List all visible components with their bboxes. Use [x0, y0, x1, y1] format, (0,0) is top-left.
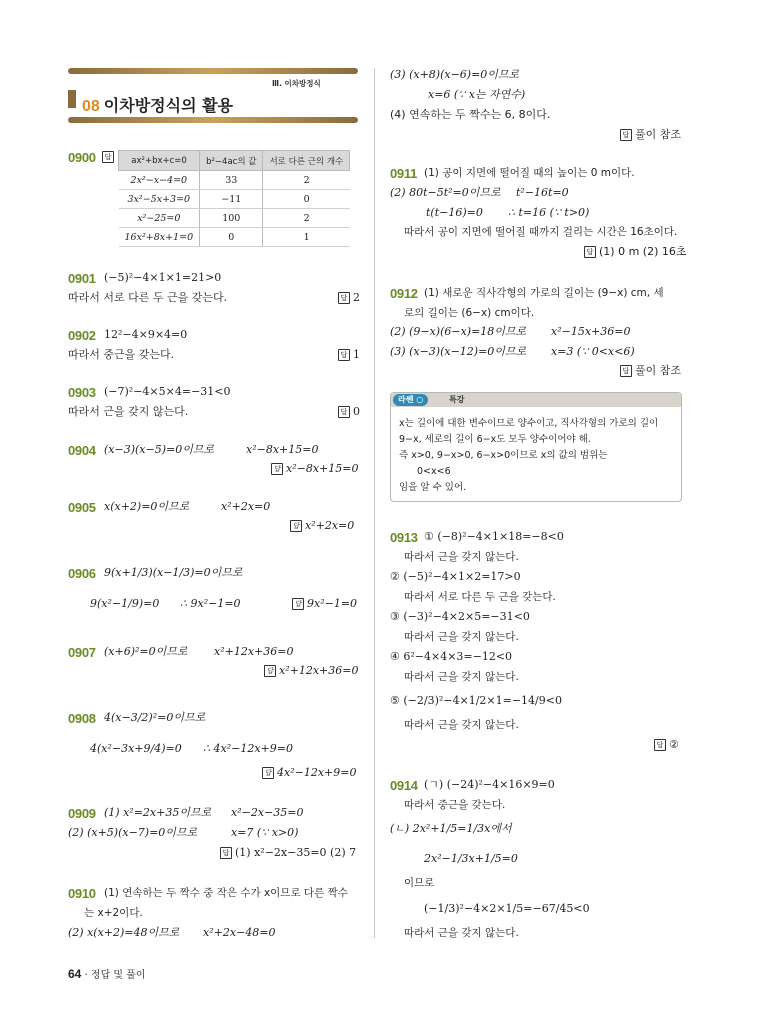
solution-line: t²−16t=0: [516, 186, 569, 199]
table-row: 3x²−5x+3=0 −11 0: [119, 190, 350, 209]
solution-line: 로의 길이는 (6−x) cm이다.: [404, 307, 535, 319]
solution-line: (1) 새로운 직사각형의 가로의 길이는 (9−x) cm, 세: [424, 287, 664, 299]
solution-line: 따라서 근을 갖지 않는다.: [404, 551, 519, 563]
problem-number: 0913: [390, 530, 418, 545]
solution-line: (2) x(x+2)=48이므로: [68, 926, 180, 939]
solution-line: 따라서 공이 지면에 떨어질 때까지 걸리는 시간은 16초이다.: [404, 226, 678, 238]
solution-line: 따라서 중근을 갖는다.: [68, 348, 175, 361]
answer: 답 1: [338, 348, 360, 362]
solution-line: x²+2x−48=0: [203, 926, 276, 939]
solution-line: 12²−4×9×4=0: [104, 328, 188, 341]
lesson-title-text: 이차방정식의 활용: [103, 96, 234, 115]
solution-line: ② (−5)²−4×1×2=17>0: [390, 570, 521, 583]
solution-line: (3) (x+8)(x−6)=0이므로: [390, 68, 520, 81]
special-line: 0<x<6: [417, 466, 451, 477]
solution-line: (−7)²−4×5×4=−31<0: [104, 385, 231, 398]
solution-line: (−5)²−4×1×1=21>0: [104, 271, 222, 284]
solution-line: 따라서 서로 다른 두 근을 갖는다.: [404, 591, 556, 603]
solution-line: (4) 연속하는 두 짝수는 6, 8이다.: [390, 108, 551, 121]
solution-line: x=7 (∵ x>0): [231, 826, 299, 839]
problem-number: 0910: [68, 886, 96, 901]
header-tab-marker: [68, 90, 76, 108]
solution-line: 따라서 근을 갖지 않는다.: [404, 927, 519, 939]
problem-number: 0900: [68, 150, 96, 165]
solution-line: (ㄱ) (−24)²−4×16×9=0: [424, 778, 555, 791]
problem-number: 0905: [68, 500, 96, 515]
solution-line: ∴ 9x²−1=0: [180, 597, 241, 610]
answer: 답 2: [338, 291, 360, 305]
problem-number: 0902: [68, 328, 96, 343]
answer: 답 x²+2x=0: [290, 519, 354, 533]
table-header: 서로 다른 근의 개수: [263, 151, 350, 171]
problem-number: 0907: [68, 645, 96, 660]
footer-label: 정답 및 풀이: [90, 970, 146, 981]
solution-line: (−1/3)²−4×2×1/5=−67/45<0: [424, 902, 590, 915]
solution-line: (ㄴ) 2x²+1/5=1/3x에서: [390, 822, 512, 835]
answer: 답 x²−8x+15=0: [271, 462, 358, 476]
problem-number: 0911: [390, 166, 418, 181]
special-lecture-box: [390, 392, 682, 502]
solution-line: (x−3)(x−5)=0이므로: [104, 443, 215, 456]
problem-number: 0903: [68, 385, 96, 400]
special-line: 임을 알 수 있어.: [399, 482, 467, 493]
answer: 답 9x²−1=0: [292, 597, 357, 611]
solution-line: 4(x−3/2)²=0이므로: [104, 711, 206, 724]
special-line: x는 길이에 대한 변수이므로 양수이고, 직사각형의 가로의 길이: [399, 418, 659, 429]
solution-line: 따라서 근을 갖지 않는다.: [404, 671, 519, 683]
table-row: x²−25=0 100 2: [119, 209, 350, 228]
lesson-number: 08: [82, 98, 100, 115]
solution-line: ∴ 4x²−12x+9=0: [203, 742, 293, 755]
solution-line: x²−2x−35=0: [231, 806, 304, 819]
problem-number: 0901: [68, 271, 96, 286]
answer: 답 x²+12x+36=0: [264, 664, 358, 678]
answer: 답 풀이 참조: [620, 128, 681, 142]
table-row: 2x²−x−4=0 33 2: [119, 171, 350, 190]
solution-line: 4(x²−3x+9/4)=0: [90, 742, 182, 755]
discriminant-table: [118, 150, 350, 247]
solution-line: t(t−16)=0: [426, 206, 483, 219]
special-badge: 라쎈 ○: [393, 394, 428, 406]
problem-number: 0914: [390, 778, 418, 793]
solution-line: ④ 6²−4×4×3=−12<0: [390, 650, 513, 663]
solution-line: 따라서 서로 다른 두 근을 갖는다.: [68, 291, 228, 304]
special-line: 즉 x>0, 9−x>0, 6−x>0이므로 x의 값의 범위는: [399, 450, 608, 461]
solution-line: ③ (−3)²−4×2×5=−31<0: [390, 610, 530, 623]
problem-number: 0908: [68, 711, 96, 726]
solution-line: (2) (x+5)(x−7)=0이므로: [68, 826, 198, 839]
solution-line: 9(x+1/3)(x−1/3)=0이므로: [104, 566, 243, 579]
special-title: 특강: [449, 395, 465, 404]
solution-line: 는 x+2이다.: [84, 907, 143, 919]
table-header: b²−4ac의 값: [200, 151, 263, 171]
solution-line: x²+2x=0: [221, 500, 271, 513]
problem-number: 0906: [68, 566, 96, 581]
answer: 답 0: [338, 405, 360, 419]
solution-line: (2) 80t−5t²=0이므로: [390, 186, 501, 199]
solution-line: (3) (x−3)(x−12)=0이므로: [390, 345, 527, 358]
answer: 답 4x²−12x+9=0: [262, 766, 356, 780]
answer: 답 (1) x²−2x−35=0 (2) 7: [220, 846, 356, 860]
header-bar-top: [68, 68, 358, 74]
solution-line: x=6 (∵ x는 자연수): [428, 88, 526, 101]
page-number: 64: [68, 967, 82, 981]
solution-line: (2) (9−x)(6−x)=18이므로: [390, 325, 527, 338]
header-bar-bottom: [68, 117, 358, 123]
solution-line: 따라서 근을 갖지 않는다.: [404, 631, 519, 643]
table-row: 16x²+8x+1=0 0 1: [119, 228, 350, 247]
lesson-title: [82, 93, 233, 116]
column-divider: [374, 68, 375, 938]
solution-line: x²−15x+36=0: [551, 325, 631, 338]
answer: 답 (1) 0 m (2) 16초: [584, 245, 687, 259]
solution-line: x(x+2)=0이므로: [104, 500, 190, 513]
solution-line: x²−8x+15=0: [246, 443, 319, 456]
solution-line: 9(x²−1/9)=0: [90, 597, 160, 610]
problem-number: 0912: [390, 286, 418, 301]
solution-line: (1) 연속하는 두 짝수 중 작은 수가 x이므로 다른 짝수: [104, 887, 348, 899]
solution-line: 따라서 근을 갖지 않는다.: [404, 719, 519, 731]
solution-line: (x+6)²=0이므로: [104, 645, 188, 658]
solution-line: ∴ t=16 (∵ t>0): [508, 206, 590, 219]
answer: 답 ②: [654, 738, 679, 752]
answer-icon: 답: [102, 150, 117, 164]
solution-line: 따라서 중근을 갖는다.: [404, 799, 506, 811]
solution-line: 따라서 근을 갖지 않는다.: [68, 405, 189, 418]
problem-number: 0909: [68, 806, 96, 821]
special-line: 9−x, 세로의 길이 6−x도 모두 양수이어야 해.: [399, 434, 591, 445]
solution-line: 2x²−1/3x+1/5=0: [424, 852, 518, 865]
solution-line: (1) 공이 지면에 떨어질 때의 높이는 0 m이다.: [424, 167, 635, 179]
answer: 답 풀이 참조: [620, 364, 681, 378]
solution-line: ⑤ (−2/3)²−4×1/2×1=−14/9<0: [390, 694, 562, 707]
solution-line: x²+12x+36=0: [214, 645, 294, 658]
problem-number: 0904: [68, 443, 96, 458]
solution-line: (1) x²=2x+35이므로: [104, 806, 212, 819]
solution-line: ① (−8)²−4×1×18=−8<0: [424, 530, 564, 543]
chapter-label: Ⅲ. 이차방정식: [272, 79, 321, 88]
solution-line: x=3 (∵ 0<x<6): [551, 345, 635, 358]
solution-line: 이므로: [404, 877, 435, 889]
table-header: ax²+bx+c=0: [119, 151, 200, 171]
special-lecture-header: [391, 393, 681, 407]
page-footer: 64 · 정답 및 풀이: [68, 967, 146, 981]
